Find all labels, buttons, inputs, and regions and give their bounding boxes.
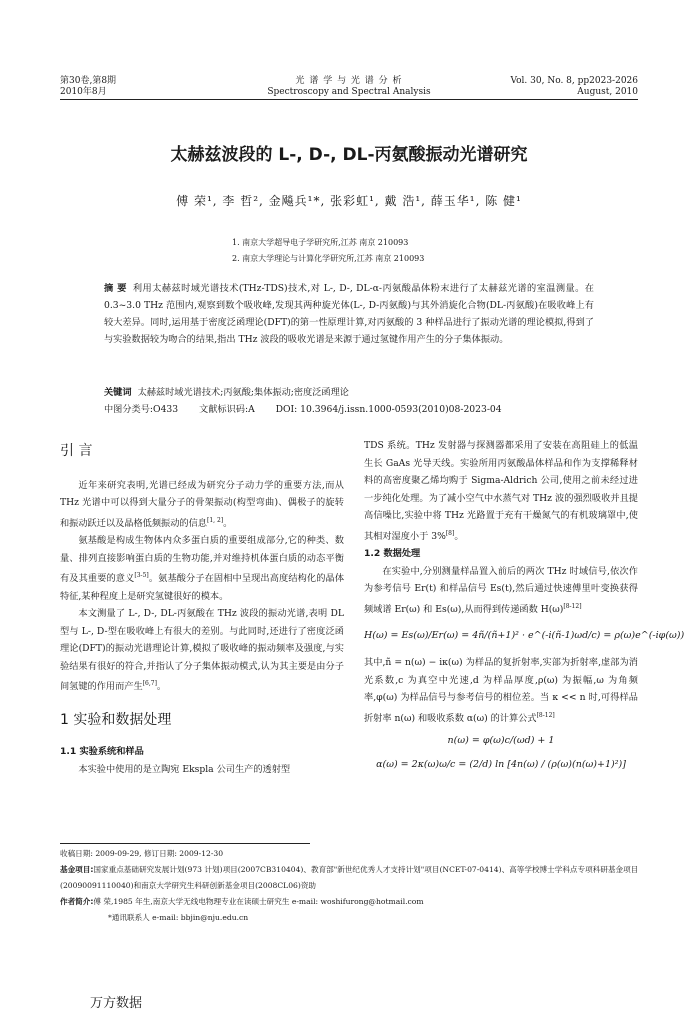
affiliation-2: 2. 南京大学理论与计算化学研究所,江苏 南京 210093	[232, 254, 425, 263]
abstract	[104, 280, 594, 348]
experiment-paragraph: TDS 系统。THz 发射器与探测器都采用了安装在高阻硅上的低温生长 GaAs 光导天线。实验所用丙氨酸晶体样品和作为支撑稀释材料的高密度聚乙烯均购于 Sigma-Aldrich 公司,使用之前未经过进一步纯化处理。为了减小空气中水蒸气对 THz 波的强烈吸收并且提高信噪比,实验中将 THz 光路置于充有干燥氮气的有机玻璃罩中,使其相对湿度小于 3%[8]。	[364, 440, 638, 542]
received-date: 收稿日期: 2009-09-29, 修订日期: 2009-12-30	[60, 849, 224, 858]
section-1-heading: 1 实验和数据处理	[60, 711, 172, 728]
equation-1: H(ω) = Es(ω)/Er(ω) = 4ñ/(ñ+1)² · e^(-i(ñ-1)ωd/c) = ρ(ω)e^(-iφ(ω))	[364, 630, 685, 642]
running-header	[60, 76, 638, 98]
abstract-label: 摘 要	[104, 283, 127, 294]
intro-heading: 引 言	[60, 443, 93, 459]
watermark: 万方数据	[90, 996, 143, 1011]
footnote-rule	[60, 843, 310, 844]
left-column	[60, 443, 344, 778]
author-list: 傅 荣¹, 李 哲², 金飚兵¹*, 张彩虹¹, 戴 浩¹, 薛玉华¹, 陈 健¹	[176, 194, 522, 208]
author-bio: 作者简介:傅 荣,1985 年生,南京大学无线电物理专业在读硕士研究生 e-mail: woshifurong@hotmail.com	[60, 897, 424, 906]
keywords	[104, 384, 624, 398]
section-1-paragraph: 本实验中使用的是立陶宛 Ekspla 公司生产的透射型	[78, 763, 291, 775]
intro-paragraph-1: 近年来研究表明,光谱已经成为研究分子动力学的重要方法,而从 THz 光谱中可以得到大量分子的骨架振动(构型弯曲)、偶极子的旋转和振动跃迁以及晶格低频振动的信息[1, 2]。	[60, 479, 344, 529]
fund-info: 基金项目:国家重点基础研究发展计划(973 计划)项目(2007CB310404)、教育部"新世纪优秀人才支持计划"项目(NCET-07-0414)、高等学校博士学科点专项科研基金项目(20090091110040)和南京大学研究生科研创新基金项目(2008CL06)资助	[60, 865, 639, 890]
doi: DOI: 10.3964/j.issn.1000-0593(2010)08-2023-04	[275, 404, 502, 415]
keywords-label: 关键词	[104, 387, 132, 398]
right-column	[364, 437, 685, 779]
classification	[104, 401, 624, 415]
intro-paragraph-3: 本文测量了 L-, D-, DL-丙氨酸在 THz 波段的振动光谱,表明 DL 型与 L-, D-型在吸收峰上有很大的差别。与此同时,还进行了密度泛函理论(DFT)的振动光谱理论计算,模拟了吸收峰的振动频率及强度,与实验结果有很好的符合,并指认了分子集体振动模式,认为其主要是由分子间氢键的作用而产生[6,7]。	[60, 608, 344, 693]
equation-2: n(ω) = φ(ω)c/(ωd) + 1	[447, 735, 555, 747]
processing-paragraph: 在实验中,分别测量样品置入前后的两次 THz 时域信号,依次作为参考信号 Er(t) 和样品信号 Es(t),然后通过快速傅里叶变换获得频域谱 Er(ω) 和 Es(ω),从而得到传递函数 H(ω)[8-12]	[364, 565, 638, 615]
intro-paragraph-2: 氨基酸是构成生物体内众多蛋白质的重要组成部分,它的种类、数量、排列直接影响蛋白质的生物功能,并对维持机体蛋白质的动态平衡有及其重要的意义[3-5]。氨基酸分子在固相中呈现出高度结构化的晶体特征,某种程度上是研究氢键很好的模本。	[60, 535, 345, 602]
keywords-text: 太赫兹时域光谱技术;丙氨酸;集体振动;密度泛函理论	[137, 387, 349, 398]
journal-volume: 第30卷,第8期 2010年8月	[60, 76, 117, 97]
subsection-1-1-heading: 1.1 实验系统和样品	[60, 746, 144, 758]
affiliation-1: 1. 南京大学超导电子学研究所,江苏 南京 210093	[232, 238, 409, 247]
paper-title: 太赫兹波段的 L-, D-, DL-丙氨酸振动光谱研究	[170, 145, 528, 165]
equation-3: α(ω) = 2κ(ω)ω/c = (2/d) ln [4n(ω) / (ρ(ω)(n(ω)+1)²)]	[376, 759, 626, 771]
corresponding-author: *通讯联系人 e-mail: bbjin@nju.edu.cn	[108, 913, 249, 922]
journal-pages: Vol. 30, No. 8, pp2023-2026 August, 2010	[510, 76, 638, 97]
symbol-paragraph: 其中,ñ = n(ω) − iκ(ω) 为样品的复折射率,实部为折射率,虚部为消光系数,c 为真空中光速,d 为样品厚度,ρ(ω) 为振幅,ω 为角频率,φ(ω) 为样品信号与参考信号的相位差。当 κ << n 时,可得样品折射率 n(ω) 和吸收系数 α(ω) 的计算公式[8-12]	[364, 657, 638, 724]
clc-number: 中图分类号:O433	[104, 404, 179, 415]
header-rule	[60, 99, 638, 100]
subsection-1-2-heading: 1.2 数据处理	[364, 548, 421, 560]
doc-code: 文献标识码:A	[199, 404, 255, 415]
journal-title: 光 谱 学 与 光 谱 分 析 Spectroscopy and Spectral Analysis	[267, 76, 431, 97]
abstract-text: 利用太赫兹时域光谱技术(THz-TDS)技术,对 L-, D-, DL-α-丙氨酸晶体粉末进行了太赫兹光谱的室温测量。在 0.3~3.0 THz 范围内,观察到数个吸收峰,发现其两种旋光体(L-, D-丙氨酸)与其外消旋化合物(DL-丙氨酸)在吸收峰上有较大差异。同时,运用基于密度泛函理论(DFT)的第一性原理计算,对丙氨酸的 3 种样品进行了振动光谱的理论模拟,得到了与实验数据较为吻合的结果,指出 THz 波段的吸收光谱是来源于通过氢键作用产生的分子集体振动。	[104, 283, 594, 345]
